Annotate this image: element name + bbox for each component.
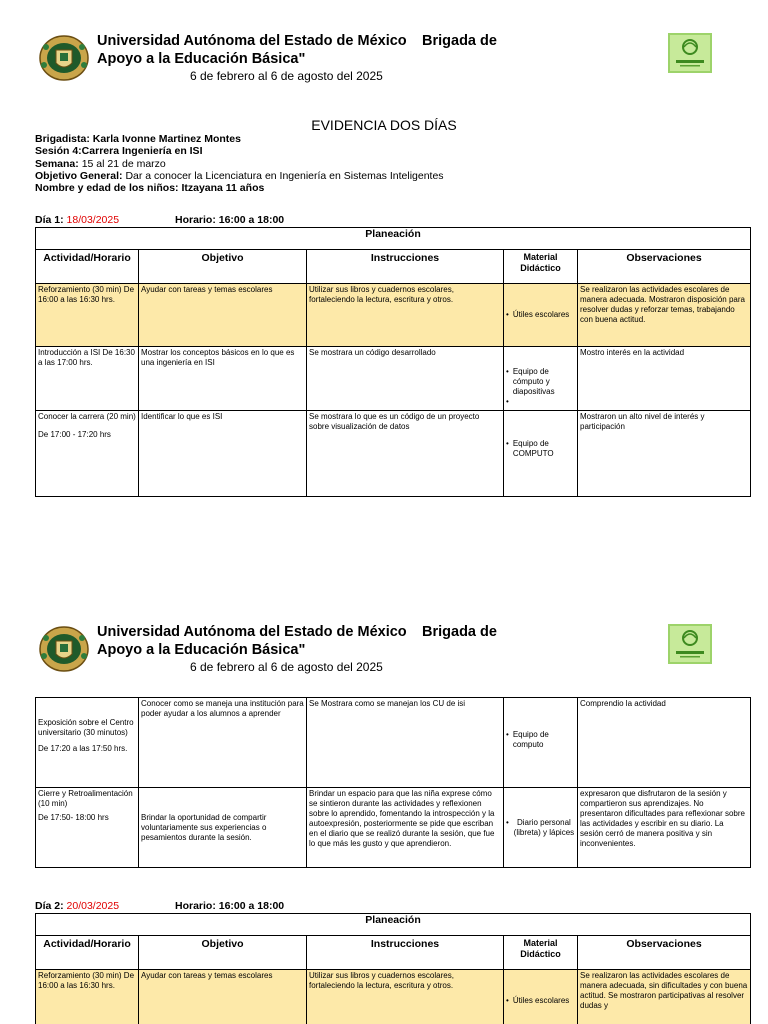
page-header-2: [0, 624, 768, 684]
program-dates: 6 de febrero al 6 de agosto del 2025: [190, 69, 383, 83]
bullet-icon: •: [506, 310, 509, 319]
planeacion-header: Planeación: [36, 914, 751, 936]
university-name: Universidad Autónoma del Estado de México Brigada de: [97, 33, 497, 49]
col-instrucciones: Instrucciones: [307, 936, 504, 970]
university-name: Universidad Autónoma del Estado de México Brigada de: [97, 624, 497, 640]
table-row: Introducción a ISI De 16:30 a las 17:00 hrs. Mostrar los conceptos básicos en lo que es una ingeniería en ISI Se mostrara un código desarrollado • Equipo de cómputo y diapositivas • Mostro interés en la actividad: [36, 347, 751, 411]
brigadista: Brigadista: Karla Ivonne Martinez Montes: [35, 133, 241, 145]
planeacion-header: Planeación: [36, 228, 751, 250]
planeacion-table-day2: [35, 913, 751, 1024]
col-actividad: Actividad/Horario: [36, 250, 139, 284]
table-row: Reforzamiento (30 min) De 16:00 a las 16:30 hrs. Ayudar con tareas y temas escolares Utilizar sus libros y cuadernos escolares, fortaleciendo la lectura, escritura y otros. • Útiles escolares Se realizaron las actividades escolares de manera adecuada, sin dificultades y con buena actitud. Se mostraron participativas al resolver dudas y: [36, 970, 751, 1024]
col-observaciones: Observaciones: [578, 250, 751, 284]
col-objetivo: Objetivo: [139, 250, 307, 284]
col-observaciones: Observaciones: [578, 936, 751, 970]
day2-date: 20/03/2025: [66, 900, 120, 912]
university-crest-icon: [38, 624, 90, 674]
objetivo-label: Objetivo General:: [35, 169, 123, 182]
table-row: Exposición sobre el Centro universitario (30 minutos) De 17:20 a las 17:50 hrs. Conocer como se maneja una institución para poder ayudar a los alumnos a aprender Se Mostrara como se manejan los CU de isi • Equipo de computo Comprendio la actividad: [36, 698, 751, 788]
program-name: Apoyo a la Educación Básica": [97, 642, 306, 658]
table-row: Conocer la carrera (20 min) De 17:00 - 17:20 hrs Identificar lo que es ISI Se mostrara lo que es un código de un proyecto sobre visualización de datos • Equipo de COMPUTO Mostraron un alto nivel de interés y participación: [36, 411, 751, 497]
col-actividad: Actividad/Horario: [36, 936, 139, 970]
planeacion-table-day1-cont: [35, 697, 751, 868]
col-instrucciones: Instrucciones: [307, 250, 504, 284]
bullet-icon: •: [506, 730, 509, 739]
nombre-edad: Nombre y edad de los niños: Itzayana 11 años: [35, 182, 265, 195]
table-row: Cierre y Retroalimentación (10 min) De 17:50- 18:00 hrs Brindar la oportunidad de compartir voluntariamente sus experiencias o pesamientos durante la sesión. Brindar un espacio para que las niña exprese cómo se sintieron durante las actividades y reflexionen sobre lo aprendido, fomentando la introspección y la autoexpresión, posteriormente se pide que escriban en el diario que se realizó durante la sesión, que fue lo que más les gusto y que aprendieron. • Diario personal (libreta) y lápices expresaron que disfrutaron de la sesión y compartieron sus aprendizajes. No presentaron dificultades para reflexionar sobre las actividades y escribir en su diario. La sesión cerró de manera positiva y sin inconvenientes.: [36, 788, 751, 868]
day1-date: 18/03/2025: [66, 214, 120, 226]
page-header: [0, 33, 768, 93]
day1-horario: Horario: 16:00 a 18:00: [175, 214, 285, 226]
program-name: Apoyo a la Educación Básica": [97, 51, 306, 67]
day1-line: Día 1: 18/03/2025 Horario: 16:00 a 18:00: [35, 214, 285, 226]
bullet-icon: •: [506, 439, 509, 448]
bullet-icon: •: [506, 397, 509, 406]
bullet-icon: •: [506, 367, 509, 376]
col-objetivo: Objetivo: [139, 936, 307, 970]
brigadas-logo-icon: [668, 624, 712, 664]
semana-label: Semana:: [35, 157, 79, 170]
bullet-icon: •: [506, 817, 509, 827]
day2-line: Día 2: 20/03/2025 Horario: 16:00 a 18:00: [35, 900, 285, 912]
objetivo-value: Dar a conocer la Licenciatura en Ingeniería en Sistemas Inteligentes: [125, 169, 444, 182]
planeacion-table-day1: [35, 227, 751, 497]
day2-horario: Horario: 16:00 a 18:00: [175, 900, 285, 912]
session-info: [35, 133, 444, 194]
university-crest-icon: [38, 33, 90, 83]
table-row: Reforzamiento (30 min) De 16:00 a las 16:30 hrs. Ayudar con tareas y temas escolares Utilizar sus libros y cuadernos escolares, fortaleciendo la lectura, escritura y otros. • Útiles escolares Se realizaron las actividades escolares de manera adecuada. Mostraron disposición para resolver dudas y reforzar temas, trabajando con buena actitud.: [36, 284, 751, 347]
document-title: EVIDENCIA DOS DÍAS: [311, 117, 457, 133]
bullet-icon: •: [506, 996, 509, 1005]
program-dates: 6 de febrero al 6 de agosto del 2025: [190, 660, 383, 674]
col-material: Material Didáctico: [504, 936, 578, 970]
semana-value: 15 al 21 de marzo: [81, 157, 166, 170]
col-material: Material Didáctico: [504, 250, 578, 284]
sesion: Sesión 4:Carrera Ingeniería en ISI: [35, 145, 203, 158]
brigadas-logo-icon: [668, 33, 712, 73]
